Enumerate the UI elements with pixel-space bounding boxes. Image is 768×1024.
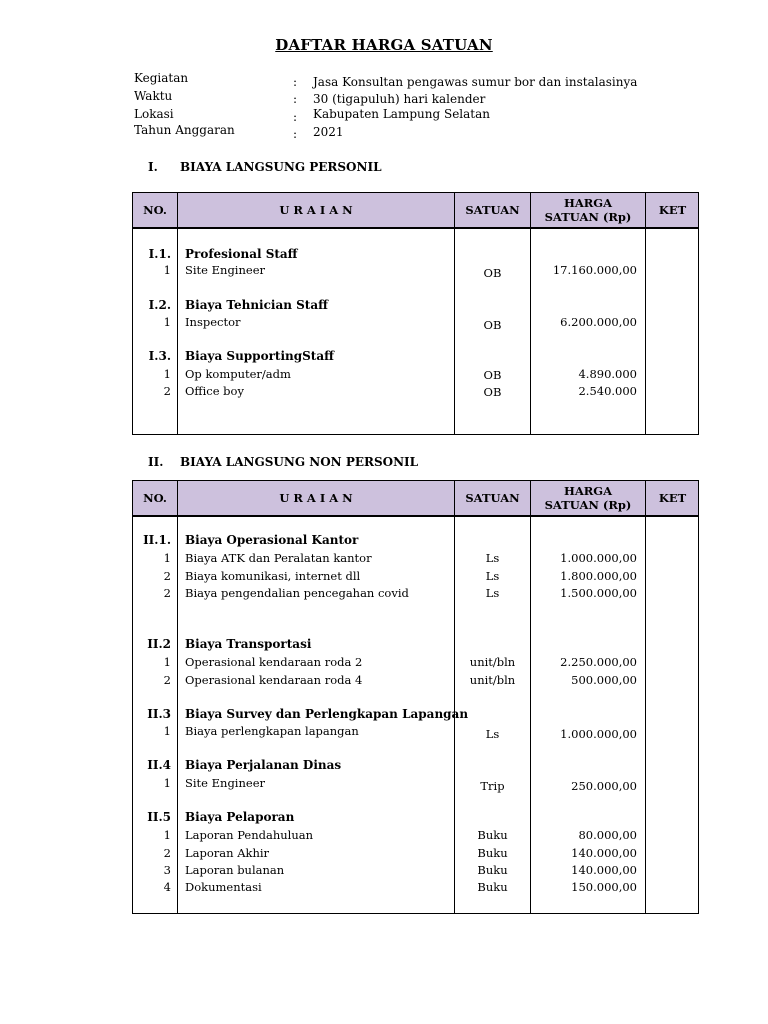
table-row [133, 776, 698, 792]
header-harga-satuan: HARGA SATUAN (Rp) [544, 196, 632, 224]
meta-value-tahun: 2021 [313, 125, 344, 139]
row-unit: Buku [477, 880, 508, 894]
row-no: 2 [163, 586, 171, 600]
row-no: 1 [163, 828, 171, 842]
table-row [133, 586, 698, 602]
row-price: 500.000,00 [571, 673, 637, 687]
row-no: II.1. [143, 533, 171, 547]
row-no: 3 [163, 863, 171, 877]
row-desc: Biaya Transportasi [185, 637, 312, 651]
table-row [133, 707, 698, 723]
row-unit: Ls [485, 727, 500, 741]
row-price: 4.890.000 [578, 367, 637, 381]
row-price: 140.000,00 [571, 846, 637, 860]
section-2-title: BIAYA LANGSUNG NON PERSONIL [180, 455, 419, 469]
row-price: 2.540.000 [578, 384, 637, 398]
row-no: 1 [163, 776, 171, 790]
row-no: II.2 [147, 637, 171, 651]
table-row [133, 724, 698, 740]
meta-colon-kegiatan: : [293, 75, 298, 89]
header-no: NO. [143, 203, 167, 217]
row-desc: Biaya Survey dan Perlengkapan Lapangan [185, 707, 469, 721]
row-unit: OB [483, 318, 502, 332]
row-no: 2 [163, 673, 171, 687]
row-desc: Office boy [185, 384, 244, 398]
row-unit: Ls [485, 569, 500, 583]
row-desc: Site Engineer [185, 776, 265, 790]
row-price: 2.250.000,00 [560, 655, 637, 669]
section-1-title: BIAYA LANGSUNG PERSONIL [180, 160, 382, 174]
header-uraian: U R A I A N [279, 491, 353, 505]
meta-label-kegiatan: Kegiatan [134, 71, 189, 85]
row-price: 6.200.000,00 [560, 315, 637, 329]
table-biaya-non-personil [132, 480, 699, 914]
page-title: DAFTAR HARGA SATUAN [275, 36, 493, 54]
row-desc: Biaya komunikasi, internet dll [185, 569, 361, 583]
row-no: 4 [163, 880, 171, 894]
row-unit: OB [483, 266, 502, 280]
table-row [133, 880, 698, 896]
row-unit: OB [483, 368, 502, 382]
table-row [133, 263, 698, 279]
header-ket: KET [658, 203, 687, 217]
row-no: 1 [163, 367, 171, 381]
table-row [133, 533, 698, 549]
row-desc: Laporan Pendahuluan [185, 828, 314, 842]
header-uraian: U R A I A N [279, 203, 353, 217]
row-no: 1 [163, 724, 171, 738]
table-row [133, 349, 698, 365]
row-desc: Laporan bulanan [185, 863, 285, 877]
row-desc: Op komputer/adm [185, 367, 291, 381]
header-no: NO. [143, 491, 167, 505]
row-desc: Laporan Akhir [185, 846, 270, 860]
row-unit: unit/bln [469, 673, 516, 687]
row-desc: Biaya Perjalanan Dinas [185, 758, 342, 772]
table-row [133, 384, 698, 400]
row-no: 1 [163, 655, 171, 669]
table-row [133, 569, 698, 585]
row-price: 1.000.000,00 [560, 727, 637, 741]
row-desc: Profesional Staff [185, 247, 298, 261]
header-ket: KET [658, 491, 687, 505]
row-price: 150.000,00 [571, 880, 637, 894]
table-row [133, 298, 698, 314]
row-price: 140.000,00 [571, 863, 637, 877]
table-row [133, 637, 698, 653]
row-no: 2 [163, 569, 171, 583]
meta-label-waktu: Waktu [134, 89, 173, 103]
row-no: 1 [163, 315, 171, 329]
table-row [133, 367, 698, 383]
row-no: I.1. [148, 247, 171, 261]
row-price: 1.000.000,00 [560, 551, 637, 565]
row-desc: Inspector [185, 315, 241, 329]
table-row [133, 863, 698, 879]
row-price: 1.500.000,00 [560, 586, 637, 600]
row-no: 1 [163, 551, 171, 565]
meta-colon-tahun: : [293, 127, 298, 141]
row-price: 250.000,00 [571, 779, 637, 793]
row-price: 1.800.000,00 [560, 569, 637, 583]
row-desc: Biaya Pelaporan [185, 810, 295, 824]
row-no: 2 [163, 384, 171, 398]
row-desc: Operasional kendaraan roda 2 [185, 655, 363, 669]
row-unit: Trip [480, 779, 505, 793]
row-no: I.3. [148, 349, 171, 363]
header-satuan: SATUAN [465, 203, 520, 217]
row-no: 1 [163, 263, 171, 277]
row-desc: Biaya pengendalian pencegahan covid [185, 586, 409, 600]
row-desc: Biaya ATK dan Peralatan kantor [185, 551, 372, 565]
table-row [133, 247, 698, 263]
row-desc: Biaya Tehnician Staff [185, 298, 328, 312]
table-row [133, 551, 698, 567]
meta-label-lokasi: Lokasi [134, 107, 174, 121]
table-row [133, 828, 698, 844]
meta-value-waktu: 30 (tigapuluh) hari kalender [313, 92, 486, 106]
table-biaya-personil [132, 192, 699, 435]
table-row [133, 655, 698, 671]
row-desc: Biaya Operasional Kantor [185, 533, 359, 547]
row-desc: Dokumentasi [185, 880, 262, 894]
row-desc: Biaya perlengkapan lapangan [185, 724, 359, 738]
meta-value-kegiatan: Jasa Konsultan pengawas sumur bor dan instalasinya [313, 75, 638, 89]
row-no: I.2. [148, 298, 171, 312]
header-satuan: SATUAN [465, 491, 520, 505]
row-price: 17.160.000,00 [552, 263, 637, 277]
row-unit: unit/bln [469, 655, 516, 669]
row-no: II.3 [147, 707, 171, 721]
table-row [133, 758, 698, 774]
row-no: II.4 [147, 758, 171, 772]
section-1-number: I. [148, 160, 158, 174]
table-row [133, 846, 698, 862]
row-desc: Site Engineer [185, 263, 265, 277]
row-desc: Biaya SupportingStaff [185, 349, 334, 363]
section-2-number: II. [148, 455, 164, 469]
row-no: II.5 [147, 810, 171, 824]
row-no: 2 [163, 846, 171, 860]
row-unit: Ls [485, 586, 500, 600]
table-row [133, 810, 698, 826]
meta-label-tahun: Tahun Anggaran [134, 123, 235, 137]
row-unit: Buku [477, 846, 508, 860]
row-unit: OB [483, 385, 502, 399]
meta-value-lokasi: Kabupaten Lampung Selatan [313, 107, 490, 121]
meta-colon-waktu: : [293, 92, 298, 106]
header-harga-satuan: HARGA SATUAN (Rp) [544, 484, 632, 512]
table-row [133, 673, 698, 689]
table-row [133, 315, 698, 331]
meta-colon-lokasi: : [293, 110, 298, 124]
row-unit: Buku [477, 863, 508, 877]
row-price: 80.000,00 [578, 828, 637, 842]
row-desc: Operasional kendaraan roda 4 [185, 673, 363, 687]
row-unit: Ls [485, 551, 500, 565]
row-unit: Buku [477, 828, 508, 842]
